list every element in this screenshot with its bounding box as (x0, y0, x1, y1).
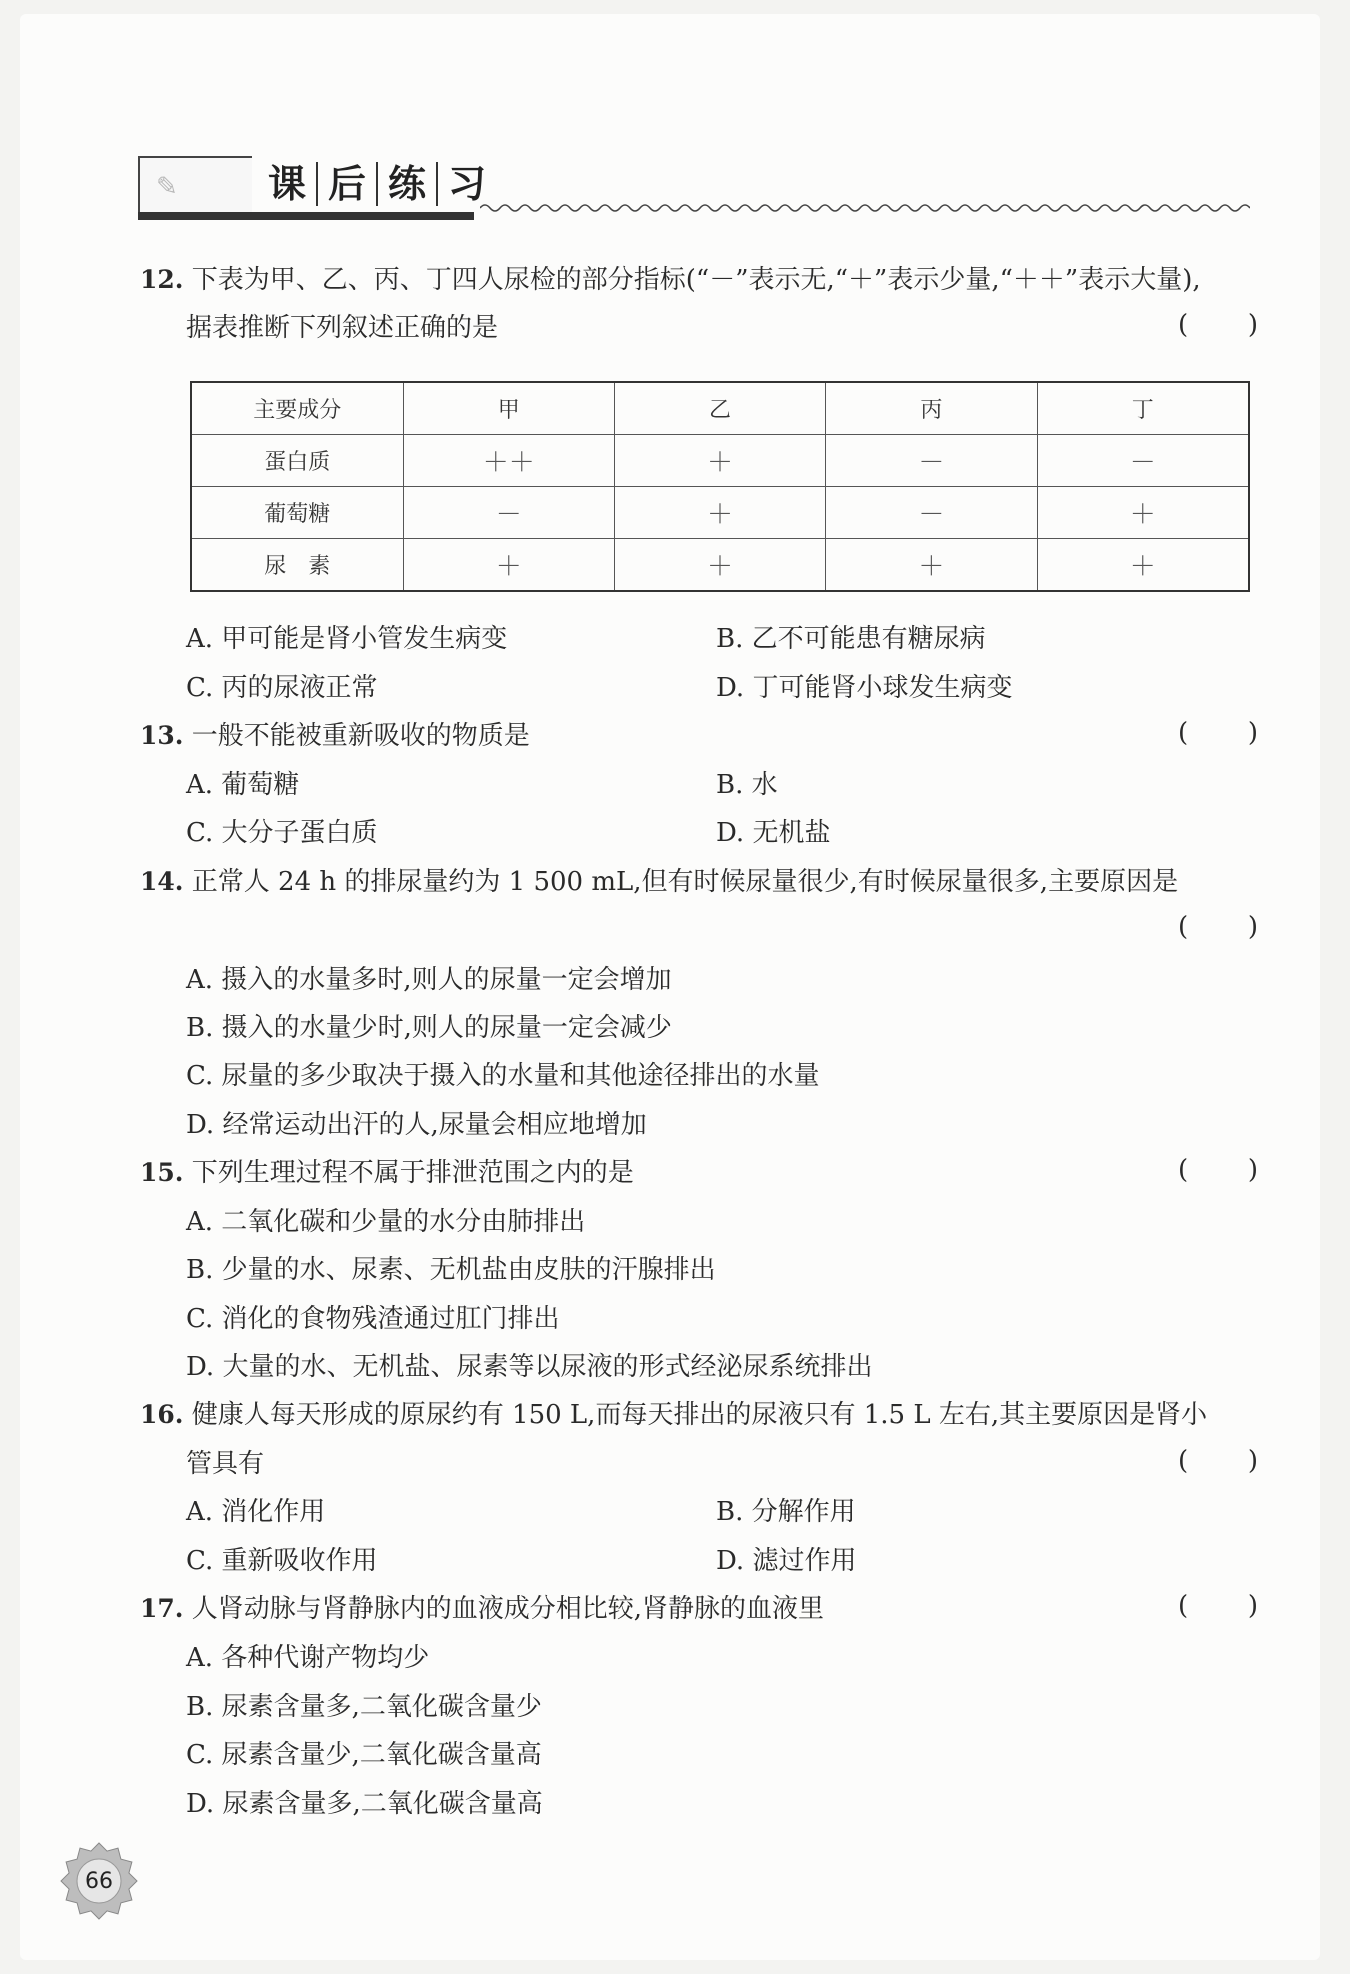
question-number: 13. (140, 721, 184, 750)
table-header-cell: 甲 (403, 382, 614, 435)
answer-blank[interactable]: ( ) (1178, 1446, 1258, 1476)
question-stem: 下表为甲、乙、丙、丁四人尿检的部分指标(“－”表示无,“＋”表示少量,“＋＋”表示大量), (191, 265, 1201, 295)
header-badge (138, 156, 252, 220)
option-c[interactable]: C. 尿量的多少取决于摄入的水量和其他途径排出的水量 (186, 1061, 820, 1091)
option-a[interactable]: A. 甲可能是肾小管发生病变 (186, 624, 508, 654)
answer-blank[interactable]: ( ) (1178, 1591, 1258, 1621)
option-a[interactable]: A. 二氧化碳和少量的水分由肺排出 (186, 1207, 586, 1237)
question-12 (140, 262, 1201, 298)
table-cell: － (826, 435, 1037, 487)
option-c[interactable]: C. 尿素含量少,二氧化碳含量高 (186, 1740, 542, 1770)
option-c[interactable]: C. 重新吸收作用 (186, 1546, 378, 1576)
table-cell: ＋ (826, 539, 1037, 592)
page-number-badge (60, 1842, 138, 1920)
question-stem: 健康人每天形成的原尿约有 150 L,而每天排出的尿液只有 1.5 L 左右,其主要原因是肾小 (191, 1400, 1208, 1430)
urine-test-table (190, 381, 1250, 592)
question-stem: 一般不能被重新吸收的物质是 (191, 721, 530, 751)
option-b[interactable]: B. 乙不可能患有糖尿病 (716, 624, 986, 654)
question-number: 16. (140, 1400, 184, 1429)
option-d[interactable]: D. 大量的水、无机盐、尿素等以尿液的形式经泌尿系统排出 (186, 1352, 873, 1382)
option-d[interactable]: D. 滤过作用 (716, 1546, 857, 1576)
question-17 (140, 1591, 824, 1627)
question-number: 14. (140, 867, 184, 896)
question-14 (140, 864, 1178, 900)
option-d[interactable]: D. 尿素含量多,二氧化碳含量高 (186, 1789, 543, 1819)
feather-icon: ✎ (156, 172, 178, 202)
table-cell: － (826, 487, 1037, 539)
option-b[interactable]: B. 少量的水、尿素、无机盐由皮肤的汗腺排出 (186, 1255, 716, 1285)
option-d[interactable]: D. 经常运动出汗的人,尿量会相应地增加 (186, 1110, 647, 1140)
answer-blank[interactable]: ( ) (1178, 912, 1258, 942)
option-a[interactable]: A. 各种代谢产物均少 (186, 1643, 430, 1673)
option-d[interactable]: D. 无机盐 (716, 818, 831, 848)
question-16 (140, 1397, 1207, 1433)
option-c[interactable]: C. 大分子蛋白质 (186, 818, 378, 848)
table-header-cell: 主要成分 (191, 382, 403, 435)
table-header-cell: 丁 (1037, 382, 1249, 435)
question-number: 15. (140, 1158, 184, 1187)
table-cell: 尿 素 (191, 539, 403, 592)
option-b[interactable]: B. 摄入的水量少时,则人的尿量一定会减少 (186, 1013, 672, 1043)
table-cell: ＋ (614, 539, 825, 592)
section-header (138, 148, 1258, 218)
option-a[interactable]: A. 消化作用 (186, 1497, 326, 1527)
table-cell: ＋＋ (403, 435, 614, 487)
table-header-cell: 丙 (826, 382, 1037, 435)
question-13 (140, 718, 530, 754)
header-underline-bar (138, 212, 474, 220)
table-header-cell: 乙 (614, 382, 825, 435)
table-row (191, 539, 1249, 592)
option-b[interactable]: B. 分解作用 (716, 1497, 856, 1527)
table-cell: ＋ (1037, 487, 1249, 539)
table-cell: ＋ (403, 539, 614, 592)
table-cell: － (1037, 435, 1249, 487)
title-char: 课 (258, 162, 318, 206)
answer-blank[interactable]: ( ) (1178, 718, 1258, 748)
option-d[interactable]: D. 丁可能肾小球发生病变 (716, 673, 1013, 703)
question-stem: 下列生理过程不属于排泄范围之内的是 (191, 1158, 634, 1188)
table-cell: － (403, 487, 614, 539)
table-row (191, 487, 1249, 539)
table-row (191, 435, 1249, 487)
table-header-row (191, 382, 1249, 435)
option-a[interactable]: A. 摄入的水量多时,则人的尿量一定会增加 (186, 965, 672, 995)
table-cell: 葡萄糖 (191, 487, 403, 539)
option-a[interactable]: A. 葡萄糖 (186, 770, 300, 800)
answer-blank[interactable]: ( ) (1178, 1155, 1258, 1185)
question-stem: 人肾动脉与肾静脉内的血液成分相比较,肾静脉的血液里 (191, 1594, 825, 1624)
option-c[interactable]: C. 消化的食物残渣通过肛门排出 (186, 1304, 560, 1334)
option-c[interactable]: C. 丙的尿液正常 (186, 673, 378, 703)
answer-blank[interactable]: ( ) (1178, 310, 1258, 340)
title-char: 练 (378, 162, 438, 206)
question-15 (140, 1155, 634, 1191)
question-stem-line2: 据表推断下列叙述正确的是 (186, 313, 499, 343)
table-cell: 蛋白质 (191, 435, 403, 487)
question-stem-line2: 管具有 (186, 1449, 265, 1479)
title-char: 后 (318, 162, 378, 206)
page-number: 66 (85, 1868, 113, 1894)
option-b[interactable]: B. 水 (716, 770, 778, 800)
question-number: 17. (140, 1594, 184, 1623)
option-b[interactable]: B. 尿素含量多,二氧化碳含量少 (186, 1692, 542, 1722)
table-cell: ＋ (614, 487, 825, 539)
table-cell: ＋ (1037, 539, 1249, 592)
question-stem: 正常人 24 h 的排尿量约为 1 500 mL,但有时候尿量很少,有时候尿量很多,主要原因是 (191, 867, 1179, 897)
question-number: 12. (140, 265, 184, 294)
title-char: 习 (448, 162, 487, 206)
section-title (258, 158, 496, 210)
wavy-divider (480, 200, 1250, 216)
table-cell: ＋ (614, 435, 825, 487)
